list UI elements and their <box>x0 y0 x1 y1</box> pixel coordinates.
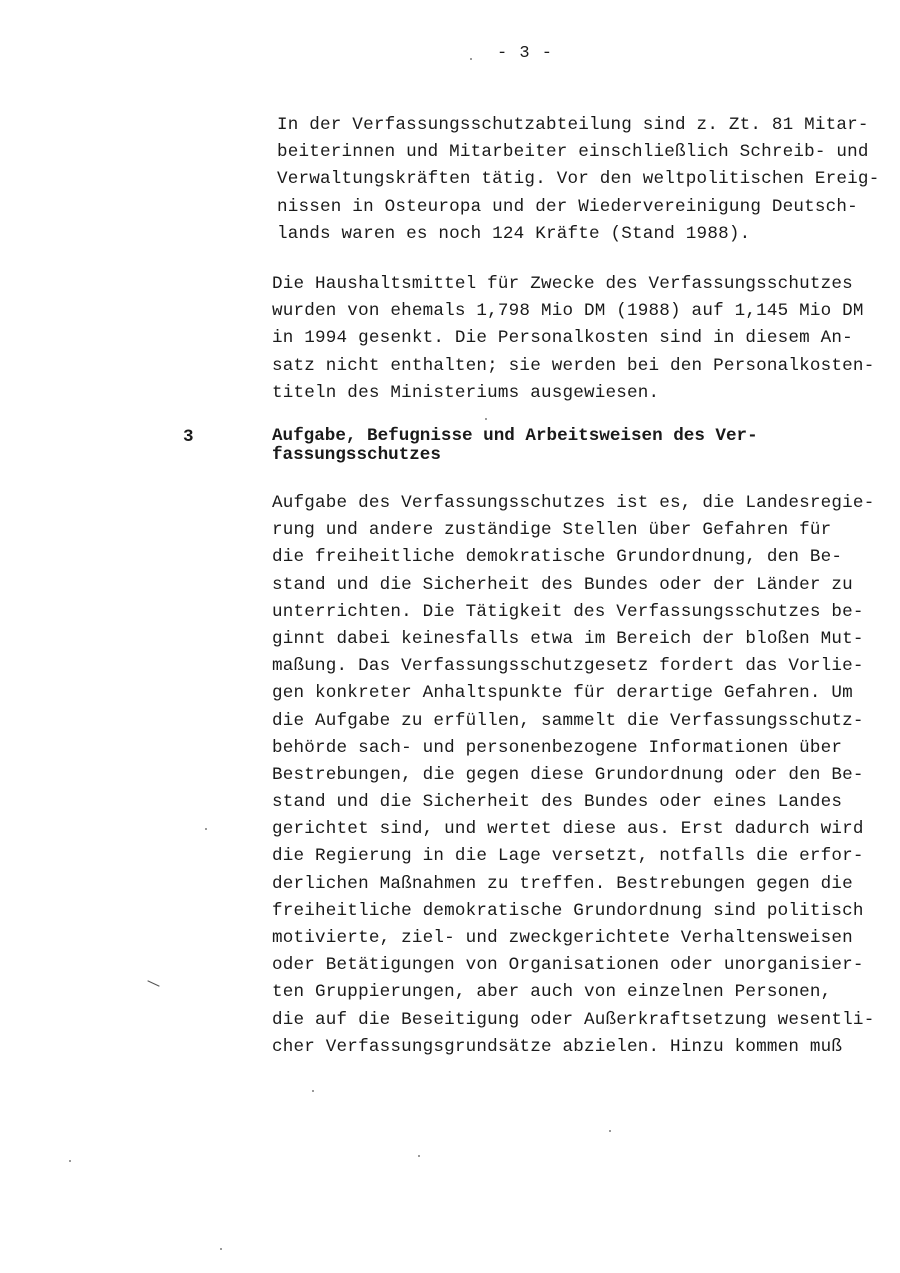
text-line: ten Gruppierungen, aber auch von einzelnen Personen, <box>272 982 832 1003</box>
section-heading-line: fassungsschutzes <box>272 445 441 465</box>
text-line: freiheitliche demokratische Grundordnung sind politisch <box>272 900 864 921</box>
scan-speck <box>418 1155 420 1157</box>
text-line: ginnt dabei keinesfalls etwa im Bereich der bloßen Mut- <box>272 628 864 649</box>
text-line: satz nicht enthalten; sie werden bei den Personalkosten- <box>272 355 875 376</box>
text-line: oder Betätigungen von Organisationen oder unorganisier- <box>272 955 864 976</box>
text-line: stand und die Sicherheit des Bundes oder der Länder zu <box>272 574 853 595</box>
section-heading <box>272 427 872 465</box>
text-line: die auf die Beseitigung oder Außerkraftsetzung wesentli- <box>272 1009 875 1030</box>
margin-pencil-mark <box>147 980 159 986</box>
text-line: beiterinnen und Mitarbeiter einschließlich Schreib- und <box>277 142 869 163</box>
text-line: die Regierung in die Lage versetzt, notfalls die erfor- <box>272 846 864 867</box>
text-line: gerichtet sind, und wertet diese aus. Erst dadurch wird <box>272 819 864 840</box>
scan-speck <box>312 1090 314 1092</box>
text-line: rung und andere zuständige Stellen über Gefahren für <box>272 520 832 541</box>
page-number: - 3 - <box>496 44 553 63</box>
text-line: Verwaltungskräften tätig. Vor den weltpolitischen Ereig- <box>277 169 880 190</box>
paragraph-staff <box>277 112 897 248</box>
scan-speck <box>205 828 207 830</box>
text-line: behörde sach- und personenbezogene Informationen über <box>272 737 843 758</box>
text-line: die Aufgabe zu erfüllen, sammelt die Verfassungsschutz- <box>272 710 864 731</box>
text-line: Die Haushaltsmittel für Zwecke des Verfassungsschutzes <box>272 274 853 294</box>
text-line: die freiheitliche demokratische Grundordnung, den Be- <box>272 547 843 568</box>
scan-speck <box>609 1130 611 1132</box>
text-line: gen konkreter Anhaltspunkte für derartige Gefahren. Um <box>272 683 853 704</box>
text-line: unterrichten. Die Tätigkeit des Verfassungsschutzes be- <box>272 601 864 622</box>
paragraph-budget <box>272 271 892 407</box>
scan-speck <box>220 1248 222 1250</box>
text-line: motivierte, ziel- und zweckgerichtete Verhaltensweisen <box>272 928 853 948</box>
text-line: wurden von ehemals 1,798 Mio DM (1988) auf 1,145 Mio DM <box>272 301 864 322</box>
text-line: maßung. Das Verfassungsschutzgesetz fordert das Vorlie- <box>272 656 864 677</box>
text-line: in 1994 gesenkt. Die Personalkosten sind in diesem An- <box>272 328 853 349</box>
text-line: cher Verfassungsgrundsätze abzielen. Hinzu kommen muß <box>272 1036 843 1057</box>
scan-speck <box>69 1160 71 1162</box>
text-line: stand und die Sicherheit des Bundes oder eines Landes <box>272 792 843 813</box>
text-line: Bestrebungen, die gegen diese Grundordnung oder den Be- <box>272 764 864 785</box>
text-line: lands waren es noch 124 Kräfte (Stand 1988). <box>277 223 751 244</box>
scan-speck <box>470 58 472 60</box>
section-number: 3 <box>183 427 194 447</box>
text-line: In der Verfassungsschutzabteilung sind z. Zt. 81 Mitar- <box>277 115 869 135</box>
scan-speck <box>485 418 487 420</box>
section-heading-line: Aufgabe, Befugnisse und Arbeitsweisen des Ver- <box>272 426 758 446</box>
text-line: nissen in Osteuropa und der Wiedervereinigung Deutsch- <box>277 196 858 217</box>
text-line: Aufgabe des Verfassungsschutzes ist es, die Landesregie- <box>272 493 875 513</box>
text-line: derlichen Maßnahmen zu treffen. Bestrebungen gegen die <box>272 873 853 894</box>
paragraph-tasks <box>272 490 892 1061</box>
text-line: titeln des Ministeriums ausgewiesen. <box>272 382 660 403</box>
